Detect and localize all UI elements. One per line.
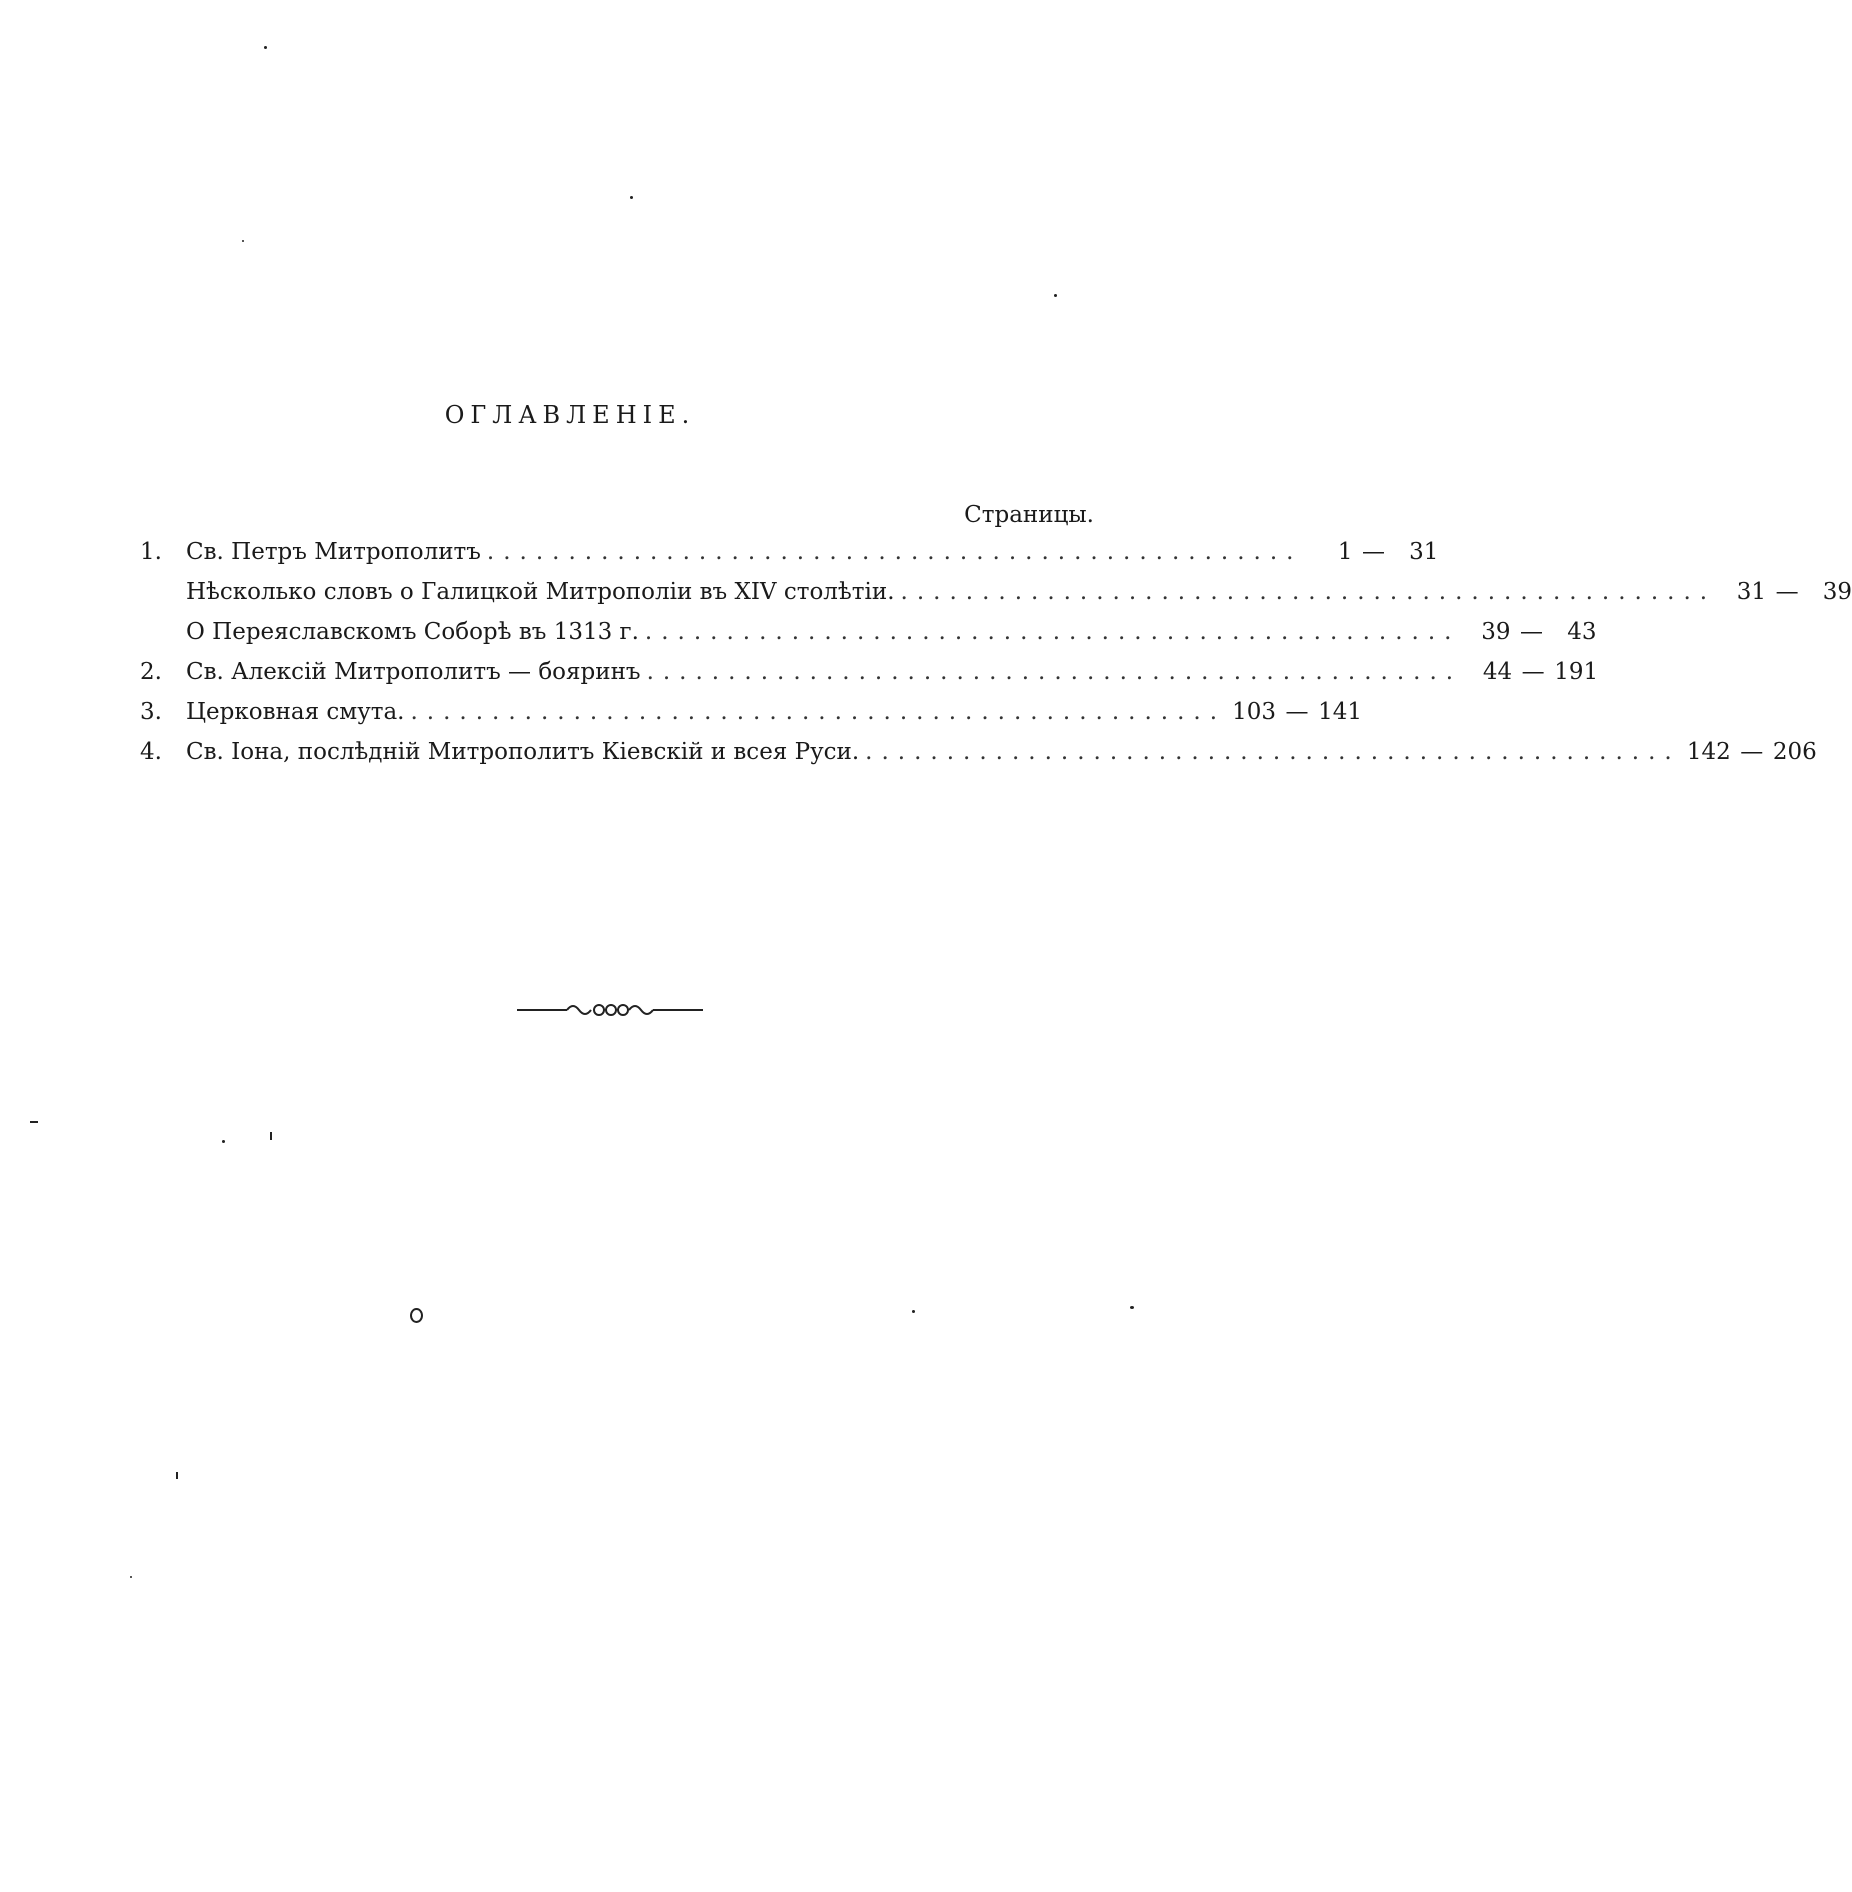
table-of-contents <box>140 532 1852 772</box>
toc-entry-3 <box>140 692 1363 732</box>
page-from: 44 <box>1482 659 1513 685</box>
toc-entry-1a <box>140 572 1852 612</box>
page-range <box>1687 732 1817 772</box>
page-range <box>1722 572 1852 612</box>
entry-number: 3. <box>140 699 162 725</box>
scan-speck <box>264 46 267 49</box>
dot-leader: .................................................. <box>900 579 1717 605</box>
toc-entry-4 <box>140 732 1817 772</box>
page-from: 142 <box>1686 739 1731 765</box>
scan-speck <box>130 1576 132 1578</box>
entry-title: Нѣсколько словъ о Галицкой Митрополіи въ XIV столѣтіи. <box>186 579 895 605</box>
scan-speck <box>912 1310 915 1313</box>
page-from: 103 <box>1232 699 1277 725</box>
page-from: 39 <box>1481 619 1511 645</box>
entry-title: О Переяславскомъ Соборѣ въ 1313 г. <box>186 619 639 645</box>
scan-speck <box>242 240 244 242</box>
range-dash: — <box>1519 619 1543 645</box>
page-to: 206 <box>1772 739 1817 765</box>
dot-leader: .................................................. <box>410 699 1227 725</box>
entry-title: Церковная смута. <box>186 699 405 725</box>
page-to: 39 <box>1822 579 1852 605</box>
page-range <box>1468 652 1598 692</box>
page-title: ОГЛАВЛЕНІЕ. <box>444 401 696 429</box>
scan-speck <box>30 1121 38 1123</box>
entry-title: Св. Алексій Митрополитъ — бояринъ <box>186 659 641 685</box>
page-range <box>1308 532 1438 572</box>
range-dash: — <box>1361 539 1385 565</box>
entry-number: 1. <box>140 539 162 565</box>
pages-column-header: Страницы. <box>964 502 1094 528</box>
range-dash: — <box>1521 659 1545 685</box>
entry-title: Св. Іона, послѣдній Митрополитъ Кіевскій и всея Руси. <box>186 739 860 765</box>
scan-speck <box>1054 294 1057 297</box>
scan-speck <box>270 1132 272 1140</box>
scan-speck <box>410 1308 423 1323</box>
range-dash: — <box>1285 699 1309 725</box>
dot-leader: .................................................. <box>644 619 1461 645</box>
toc-entry-1 <box>140 532 1439 572</box>
page-range <box>1232 692 1362 732</box>
scan-speck <box>222 1140 225 1143</box>
range-dash: — <box>1775 579 1799 605</box>
toc-entry-1b <box>140 612 1597 652</box>
dot-leader: .................................................. <box>486 539 1303 565</box>
dot-leader: .................................................. <box>646 659 1463 685</box>
page-from: 31 <box>1736 579 1767 605</box>
page-from: 1 <box>1337 539 1353 565</box>
toc-entry-2 <box>140 652 1599 692</box>
scan-speck <box>630 196 633 199</box>
page-to: 43 <box>1567 619 1597 645</box>
page-range <box>1466 612 1596 652</box>
scan-speck <box>176 1472 178 1479</box>
entry-number: 2. <box>140 659 162 685</box>
page-to: 191 <box>1554 659 1599 685</box>
scan-speck <box>1130 1306 1134 1309</box>
dot-leader: .................................................. <box>865 739 1681 765</box>
page-to: 141 <box>1318 699 1363 725</box>
entry-title: Св. Петръ Митрополитъ <box>186 539 481 565</box>
decorative-flourish-icon <box>515 996 705 1024</box>
page-to: 31 <box>1409 539 1439 565</box>
entry-number: 4. <box>140 739 162 765</box>
range-dash: — <box>1740 739 1764 765</box>
